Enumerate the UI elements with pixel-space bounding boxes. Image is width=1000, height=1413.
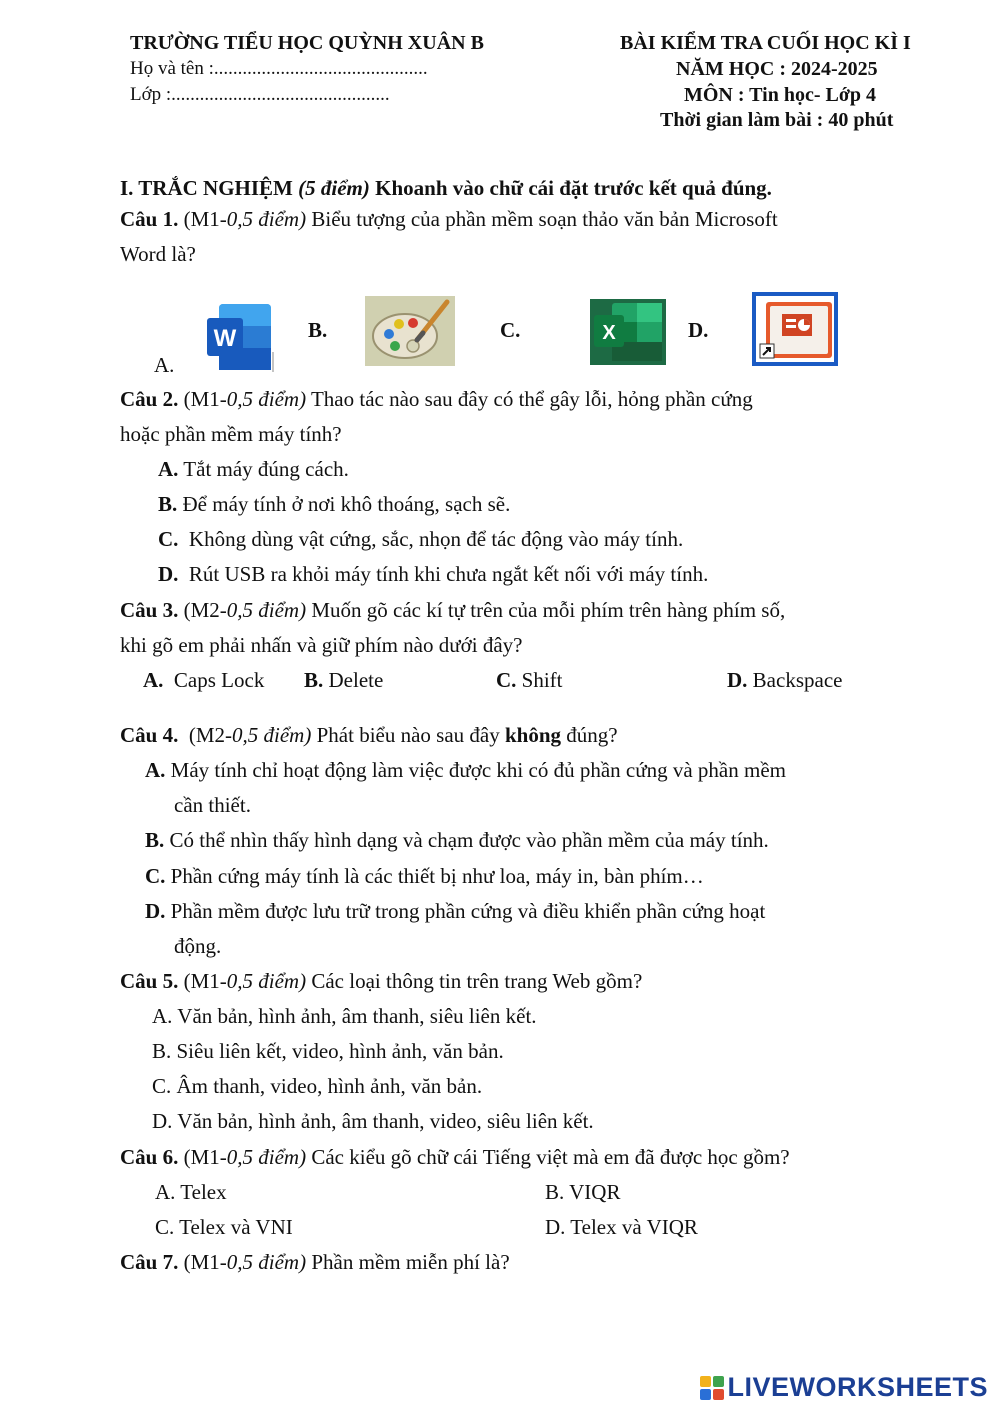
option-text: Delete — [328, 668, 384, 692]
option-text: Để máy tính ở nơi khô thoáng, sạch sẽ. — [182, 492, 511, 516]
exam-title: BÀI KIỂM TRA CUỐI HỌC KÌ I — [620, 32, 911, 54]
excel-icon[interactable] — [590, 299, 666, 365]
q4-stem — [120, 723, 618, 748]
q5-number: Câu 5. — [120, 969, 179, 993]
q2-number: Câu 2. — [120, 387, 179, 411]
option-letter: D. — [727, 668, 748, 692]
powerpoint-icon[interactable] — [752, 292, 838, 366]
q4-points: 0,5 điểm) — [232, 723, 312, 747]
q2-option-d[interactable] — [158, 562, 708, 587]
q6-points: 0,5 điểm) — [226, 1145, 307, 1169]
q3-text-line2: khi gõ em phải nhấn và giữ phím nào dưới đây? — [120, 633, 523, 657]
q1-text-line2: Word là? — [120, 242, 196, 266]
option-letter: B. — [158, 492, 178, 516]
subject: MÔN : Tin học- Lớp 4 — [684, 84, 877, 106]
option-text: Phần mềm được lưu trữ trong phần cứng và điều khiển phần cứng hoạt — [170, 899, 766, 923]
q6-text: Các kiểu gõ chữ cái Tiếng việt mà em đã được học gồm? — [311, 1145, 790, 1169]
svg-text:X: X — [602, 322, 616, 344]
class-line: Lớp :.............................................. — [130, 84, 390, 105]
q4-option-c[interactable] — [145, 864, 704, 889]
q3-points: 0,5 điểm) — [226, 598, 307, 622]
q3-option-b[interactable] — [304, 668, 383, 693]
q4-level: (M2- — [188, 723, 233, 747]
option-letter: C. — [496, 668, 517, 692]
option-text: Tắt máy đúng cách. — [183, 457, 349, 481]
option-text: Rút USB ra khỏi máy tính khi chưa ngắt kết nối với máy tính. — [188, 562, 709, 586]
q5-stem — [120, 969, 642, 994]
q4-option-a[interactable] — [145, 758, 786, 783]
q2-option-c[interactable] — [158, 527, 683, 552]
q2-stem — [120, 387, 753, 412]
q3-option-c[interactable] — [496, 668, 563, 693]
q1-text-line1: Biểu tượng của phần mềm soạn thảo văn bản Microsoft — [311, 207, 778, 231]
liveworksheets-logo-mark-icon — [700, 1376, 724, 1400]
q5-level: (M1- — [183, 969, 227, 993]
q7-text: Phần mềm miễn phí là? — [311, 1250, 510, 1274]
q4-option-d[interactable] — [145, 899, 765, 924]
student-name-line: Họ và tên :............................................. — [130, 58, 428, 79]
q2-level: (M1- — [183, 387, 227, 411]
q4-option-d-cont: động. — [174, 934, 222, 958]
q7-stem — [120, 1250, 510, 1275]
q6-option-d[interactable]: D. Telex và VIQR — [545, 1215, 698, 1239]
q1-option-b-label[interactable]: B. — [308, 318, 328, 342]
option-letter: A. — [158, 457, 179, 481]
q6-stem — [120, 1145, 790, 1170]
q7-level: (M1- — [183, 1250, 227, 1274]
q2-text-line1: Thao tác nào sau đây có thể gây lỗi, hỏng phần cứng — [310, 387, 753, 411]
option-letter: C. — [158, 527, 179, 551]
q1-level: (M1- — [183, 207, 227, 231]
q1-option-a-label[interactable]: A. — [154, 353, 175, 377]
q2-points: 0,5 điểm) — [226, 387, 307, 411]
option-text: Phần cứng máy tính là các thiết bị như loa, máy in, bàn phím… — [170, 864, 704, 888]
liveworksheets-logo — [700, 1372, 988, 1403]
q5-option-c[interactable]: C. Âm thanh, video, hình ảnh, văn bản. — [152, 1074, 483, 1098]
option-text: Không dùng vật cứng, sắc, nhọn để tác động vào máy tính. — [188, 527, 684, 551]
option-letter: B. — [304, 668, 324, 692]
section-instruction: Khoanh vào chữ cái đặt trước kết quả đúng. — [375, 176, 772, 200]
option-text: Backspace — [752, 668, 843, 692]
q3-option-a[interactable] — [143, 668, 264, 693]
q5-text: Các loại thông tin trên trang Web gồm? — [311, 969, 643, 993]
q2-option-b[interactable] — [158, 492, 510, 517]
q6-option-b[interactable]: B. VIQR — [545, 1180, 621, 1204]
option-text: Máy tính chỉ hoạt động làm việc được khi có đủ phần cứng và phần mềm — [170, 758, 786, 782]
section-points: (5 điểm) — [298, 176, 370, 200]
q1-stem — [120, 207, 778, 232]
q5-option-a[interactable]: A. Văn bản, hình ảnh, âm thanh, siêu liên kết. — [152, 1004, 537, 1028]
q1-option-d-label[interactable]: D. — [688, 318, 709, 342]
option-text: Shift — [521, 668, 563, 692]
section-title — [120, 176, 772, 201]
option-letter: B. — [145, 828, 165, 852]
option-text: Caps Lock — [173, 668, 265, 692]
q4-option-b[interactable] — [145, 828, 769, 853]
q3-option-d[interactable] — [727, 668, 842, 693]
q3-number: Câu 3. — [120, 598, 179, 622]
q6-option-a[interactable]: A. Telex — [155, 1180, 227, 1204]
q1-number: Câu 1. — [120, 207, 179, 231]
q2-option-a[interactable] — [158, 457, 349, 482]
q1-option-c-label[interactable]: C. — [500, 318, 521, 342]
q4-option-a-cont: cần thiết. — [174, 793, 251, 817]
q6-option-c[interactable]: C. Telex và VNI — [155, 1215, 293, 1239]
q2-text-line2: hoặc phần mềm máy tính? — [120, 422, 342, 446]
exam-time: Thời gian làm bài : 40 phút — [660, 109, 894, 131]
section-label: I. TRẮC NGHIỆM — [120, 176, 293, 200]
word-icon[interactable] — [205, 302, 275, 374]
q7-number: Câu 7. — [120, 1250, 179, 1274]
q5-points: 0,5 điểm) — [226, 969, 307, 993]
q6-level: (M1- — [183, 1145, 227, 1169]
option-letter: A. — [145, 758, 166, 782]
option-letter: D. — [158, 562, 179, 586]
option-text: Có thể nhìn thấy hình dạng và chạm được vào phần mềm của máy tính. — [169, 828, 769, 852]
school-name: TRƯỜNG TIỂU HỌC QUỲNH XUÂN B — [130, 32, 484, 54]
q4-text-post: đúng? — [566, 723, 618, 747]
option-letter: A. — [143, 668, 164, 692]
paint-icon[interactable] — [365, 296, 455, 366]
option-letter: C. — [145, 864, 166, 888]
q3-stem — [120, 598, 785, 623]
q3-level: (M2- — [183, 598, 227, 622]
q3-text-line1: Muốn gõ các kí tự trên của mỗi phím trên hàng phím số, — [311, 598, 786, 622]
q1-points: 0,5 điểm) — [226, 207, 307, 231]
q7-points: 0,5 điểm) — [226, 1250, 307, 1274]
svg-text:W: W — [213, 325, 237, 352]
option-letter: D. — [145, 899, 166, 923]
q4-text-emphasis: không — [504, 723, 562, 747]
q4-number: Câu 4. — [120, 723, 179, 747]
q5-option-d[interactable]: D. Văn bản, hình ảnh, âm thanh, video, siêu liên kết. — [152, 1109, 594, 1133]
q5-option-b[interactable]: B. Siêu liên kết, video, hình ảnh, văn bản. — [152, 1039, 504, 1063]
school-year: NĂM HỌC : 2024-2025 — [676, 58, 878, 80]
q6-number: Câu 6. — [120, 1145, 179, 1169]
q4-text-pre: Phát biểu nào sau đây — [316, 723, 500, 747]
watermark-text: LIVEWORKSHEETS — [727, 1372, 988, 1402]
